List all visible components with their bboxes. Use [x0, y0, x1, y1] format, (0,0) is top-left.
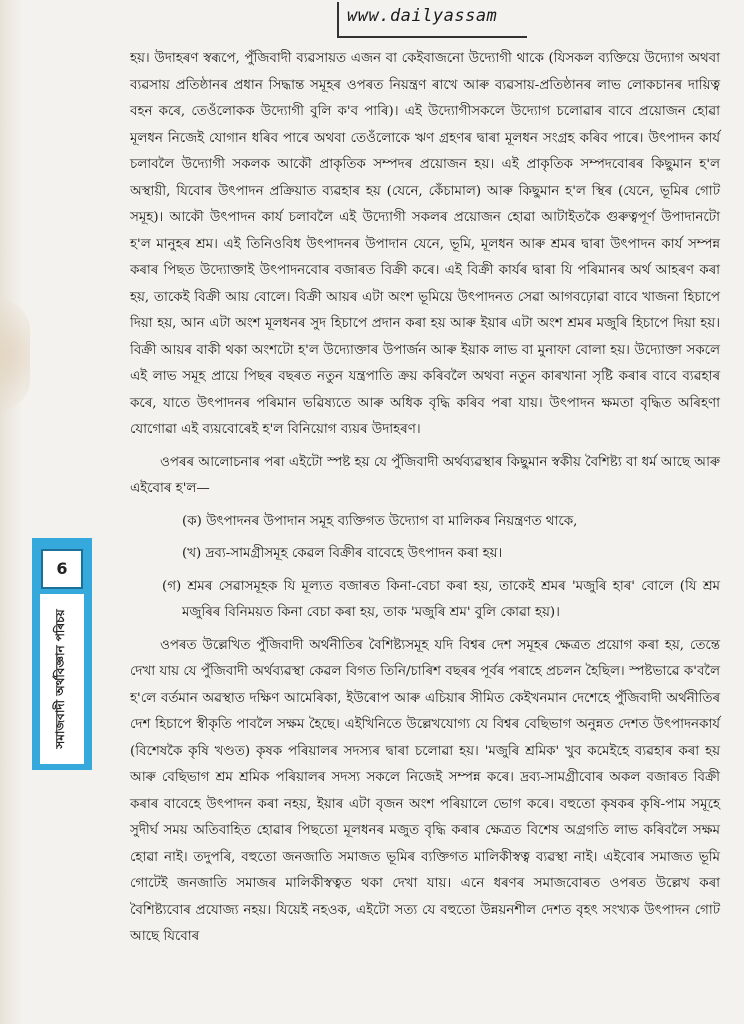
list-item: (গ) শ্ৰমৰ সেৱাসমূহক যি মূল্যত বজাৰত কিনা-বেচা কৰা হয়, তাকেই শ্ৰমৰ 'মজুৰি হাৰ' বোলে (যি শ্ৰম মজুৰিৰ বিনিময়ত কিনা বেচা কৰা হয়, তাক 'মজুৰি শ্ৰম' বুলি কোৱা হয়)। [162, 578, 720, 620]
chapter-label-box [40, 594, 84, 764]
page-body [130, 46, 720, 951]
chapter-label: সমাজবাদী অৰ্থবিজ্ঞান পৰিচয় [53, 609, 67, 749]
side-tab [32, 538, 92, 770]
page-left-edge [0, 0, 22, 1024]
paragraph: ওপৰত উল্লেখিত পুঁজিবাদী অৰ্থনীতিৰ বৈশিষ্ট্যসমূহ যদি বিশ্বৰ দেশ সমূহৰ ক্ষেত্ৰত প্ৰয়োগ কৰা হয়, তেন্তে দেখা যায় যে পুঁজিবাদী অৰ্থব্যৱস্থা কেৱল বিগত তিনি/চাৰিশ বছৰৰ পূৰ্বৰ পৰাহে প্ৰচলন হৈছিল। স্পষ্টভাৱে ক'বলৈ হ'লে বৰ্তমান অৱস্থাত দক্ষিণ আমেৰিকা, ইউৰোপ আৰু এচিয়াৰ সীমিত কেইখনমান দেশেহে পুঁজিবাদী অৰ্থনীতিৰ দেশ হিচাপে স্বীকৃতি পাবলৈ সক্ষম হৈছে। এইখিনিতে উল্লেখযোগ্য যে বিশ্বৰ বেছিভাগ অনুন্নত দেশত উৎপাদনকাৰ্য (বিশেষকৈ কৃষি খণ্ডত) কৃষক পৰিয়ালৰ সদস্যৰ দ্বাৰা চলোৱা হয়। 'মজুৰি শ্ৰমিক' খুব কমেইহে ব্যৱহাৰ কৰা হয় আৰু বেছিভাগ শ্ৰম শ্ৰমিক পৰিয়ালৰ সদস্য সকলে নিজেই সম্পন্ন কৰে। দ্ৰব্য-সামগ্ৰীবোৰ অকল বজাৰত বিক্ৰী কৰাৰ বাবেহে উৎপাদন কৰা নহয়, ইয়াৰ এটা বৃজন অংশ পৰিয়ালে ভোগ কৰে। বহুতো কৃষকৰ কৃষি-পাম সমূহে সুদীৰ্ঘ সময় অতিবাহিত হোৱাৰ পিছতো মূলধনৰ মজুত বৃদ্ধি কৰাৰ ক্ষেত্ৰত বিশেষ অগ্ৰগতি লাভ কৰিবলৈ সক্ষম হোৱা নাই। তদুপৰি, বহুতো জনজাতি সমাজত ভূমিৰ ব্যক্তিগত মালিকীস্বত্ব ব্যৱস্থা নাই। এইবোৰ সমাজত ভূমি গোটেই জনজাতি সমাজৰ মালিকীস্বত্বত থকা দেখা যায়। এনে ধৰণৰ সমাজবোৰত ওপৰত উল্লেখ কৰা বৈশিষ্ট্যবোৰ প্ৰযোজ্য নহয়। যিয়েই নহওক, এইটো সত্য যে বহুতো উন্নয়নশীল দেশত বৃহৎ সংখ্যক উৎপাদন গোট আছে যিবোৰ [130, 637, 720, 944]
page-number: 6 [41, 549, 83, 589]
paragraph: হয়। উদাহৰণ স্বৰূপে, পুঁজিবাদী ব্যৱসায়ত এজন বা কেইবাজনো উদ্যোগী থাকে (যিসকল ব্যক্তিয়ে উদ্যোগ অথবা ব্যৱসায় প্ৰতিষ্ঠানৰ প্ৰধান সিদ্ধান্ত সমূহৰ ওপৰত নিয়ন্ত্ৰণ ৰাখে আৰু ব্যৱসায়-প্ৰতিষ্ঠানৰ লাভ লোকচানৰ দায়িত্ব বহন কৰে, তেওঁলোকক উদ্যোগী বুলি ক'ব পাৰি)। এই উদ্যোগীসকলে উদ্যোগ চলোৱাৰ বাবে প্ৰয়োজন হোৱা মূলধন নিজেই যোগান ধৰিব পাৰে অথবা তেওঁলোকে ঋণ গ্ৰহণৰ দ্বাৰা মূলধন সংগ্ৰহ কৰিব পাৰে। উৎপাদন কাৰ্য চলাবলৈ উদ্যোগী সকলক আকৌ প্ৰাকৃতিক সম্পদৰ প্ৰয়োজন হয়। এই প্ৰাকৃতিক সম্পদবোৰৰ কিছুমান হ'ল অস্থায়ী, যিবোৰ উৎপাদন প্ৰক্ৰিয়াত ব্যৱহাৰ হয় (যেনে, কেঁচামাল) আৰু কিছুমান হ'ল স্থিৰ (যেনে, ভূমিৰ গোট সমূহ)। আকৌ উৎপাদন কাৰ্য চলাবলৈ এই উদ্যোগী সকলৰ প্ৰয়োজন হোৱা আটাইতকৈ গুৰুত্বপূৰ্ণ উপাদানটো হ'ল মানুহৰ শ্ৰম। এই তিনিওবিধ উৎপাদনৰ উপাদান যেনে, ভূমি, মূলধন আৰু শ্ৰমৰ দ্বাৰা উৎপাদন কাৰ্য সম্পন্ন কৰাৰ পিছত উদ্যোক্তাই উৎপাদনবোৰ বজাৰত বিক্ৰী কৰে। এই বিক্ৰী কাৰ্যৰ দ্বাৰা যি পৰিমানৰ অৰ্থ আহৰণ কৰা হয়, তাকেই বিক্ৰী আয় বোলে। বিক্ৰী আয়ৰ এটা অংশ ভূমিয়ে উৎপাদনত সেৱা আগবঢ়োৱা বাবে খাজনা হিচাপে দিয়া হয়, আন এটা অংশ মূলধনৰ সুদ হিচাপে প্ৰদান কৰা হয় আৰু ইয়াৰ এটা অংশ শ্ৰমৰ মজুৰি হিচাপে দিয়া হয়। বিক্ৰী আয়ৰ বাকী থকা অংশটো হ'ল উদ্যোক্তাৰ উপাৰ্জন আৰু ইয়াক লাভ বা মুনাফা বোলা হয়। উদ্যোক্তা সকলে এই লাভ সমূহ প্ৰায়ে পিছৰ বছৰত নতুন যন্ত্ৰপাতি ক্ৰয় কৰিবলৈ অথবা নতুন কাৰখানা সৃষ্টি কৰাৰ বাবে ব্যৱহাৰ কৰে, যাতে উৎপাদনৰ পৰিমান ভৱিষ্যতে আৰু অধিক বৃদ্ধি কৰিব পৰা যায়। উৎপাদন ক্ষমতা বৃদ্ধিত অৰিহণা যোগোৱা এই ব্যয়বোৰেই হ'ল বিনিয়োগ ব্যয়ৰ উদাহৰণ। [130, 51, 720, 437]
page-stain [0, 300, 30, 410]
list-item: (খ) দ্ৰব্য-সামগ্ৰীসমূহ কেৱল বিক্ৰীৰ বাবেহে উৎপাদন কৰা হয়। [182, 546, 503, 561]
watermark: www.dailyassam [337, 2, 527, 38]
list-item: (ক) উৎপাদনৰ উপাদান সমূহ ব্যক্তিগত উদ্যোগ বা মালিকৰ নিয়ন্ত্ৰণত থাকে, [182, 513, 578, 529]
paragraph: ওপৰৰ আলোচনাৰ পৰা এইটো স্পষ্ট হয় যে পুঁজিবাদী অৰ্থব্যৱস্থাৰ কিছুমান স্বকীয় বৈশিষ্ট্য বা ধৰ্ম আছে আৰু এইবোৰ হ'ল— [130, 454, 720, 496]
